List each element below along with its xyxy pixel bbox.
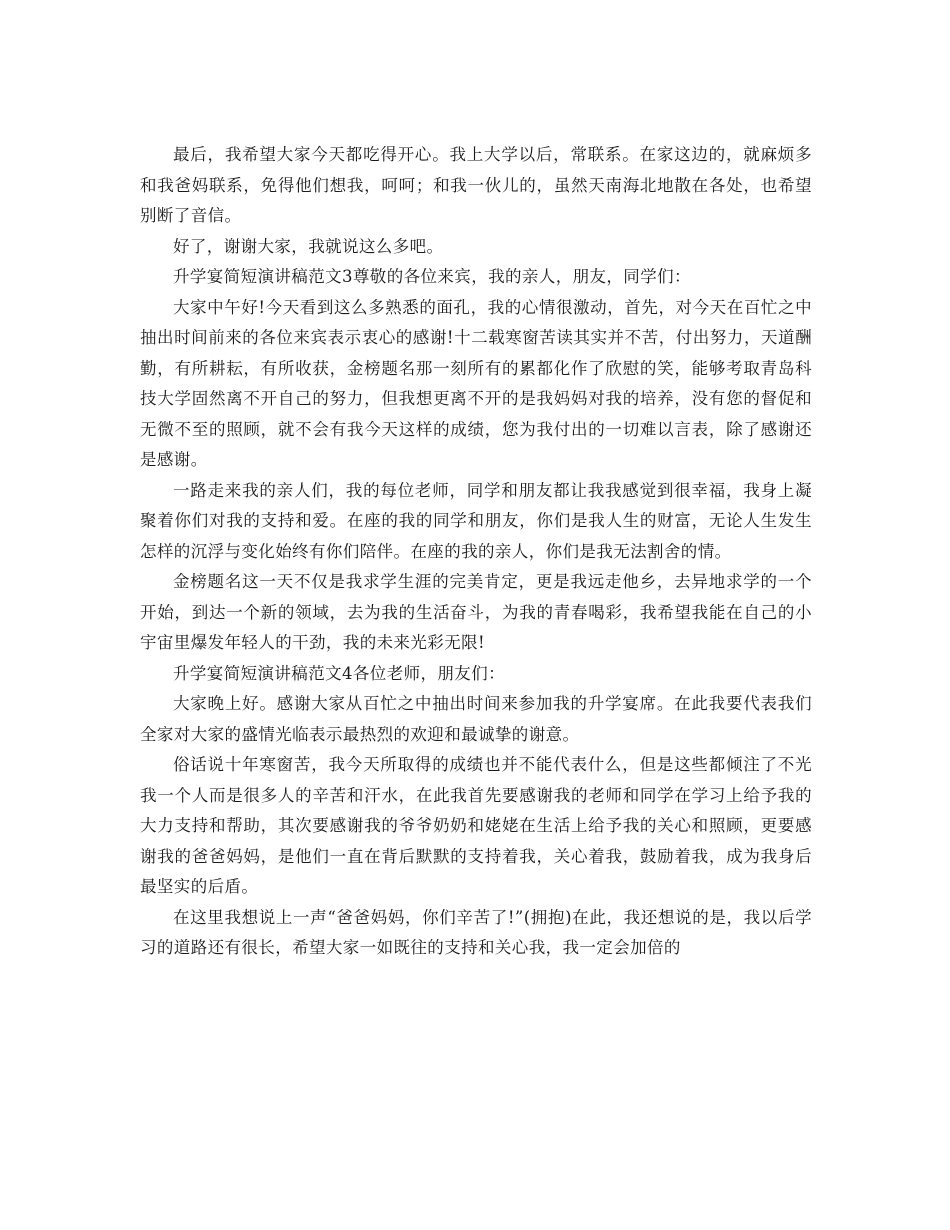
paragraph-noon-greeting: 大家中午好!今天看到这么多熟悉的面孔，我的心情很激动，首先，对今天在百忙之中抽出时间前来的各位来宾表示衷心的感谢!十二载寒窗苦读其实并不苦，付出努力，天道酬勤，有所耕耘，有所收获，金榜题名那一刻所有的累都化作了欣慰的笑，能够考取青岛科技大学固然离不开自己的努力，但我想更离不开的是我妈妈对我的培养，没有您的督促和无微不至的照顾，就不会有我今天这样的成绩，您为我付出的一切难以言表，除了感谢还是感谢。 <box>140 297 812 469</box>
paragraph-thanks: 好了，谢谢大家，我就说这么多吧。 <box>173 236 444 256</box>
paragraph-closing-wishes: 最后，我希望大家今天都吃得开心。我上大学以后，常联系。在家这边的，就麻烦多和我爸妈联系，免得他们想我，呵呵；和我一伙儿的，虽然天南海北地散在各处，也希望别断了音信。 <box>140 145 812 225</box>
paragraph-sample-3-heading: 升学宴简短演讲稿范文3尊敬的各位来宾，我的亲人，朋友，同学们： <box>173 267 691 286</box>
paragraph-sample-4-heading: 升学宴简短演讲稿范文4各位老师，朋友们： <box>173 663 505 683</box>
document-page <box>140 140 812 1080</box>
paragraph-new-beginning: 金榜题名这一天不仅是我求学生涯的完美肯定，更是我远走他乡，去异地求学的一个开始，到达一个新的领域，去为我的生活奋斗，为我的青春喝彩，我希望我能在自己的小宇宙里爆发年轻人的干劲，我的未来光彩无限! <box>140 572 812 652</box>
paragraph-parents-thanks: 在这里我想说上一声“爸爸妈妈，你们辛苦了!”(拥抱)在此，我还想说的是，我以后学习的道路还有很长，希望大家一如既往的支持和关心我，我一定会加倍的 <box>140 907 812 957</box>
paragraph-family-friends: 一路走来我的亲人们，我的每位老师，同学和朋友都让我我感觉到很幸福，我身上凝聚着你们对我的支持和爱。在座的我的同学和朋友，你们是我人生的财富，无论人生发生怎样的沉浮与变化始终有你们陪伴。在座的我的亲人，你们是我无法割舍的情。 <box>140 480 812 561</box>
paragraph-gratitude: 俗话说十年寒窗苦，我今天所取得的成绩也并不能代表什么，但是这些都倾注了不光我一个人而是很多人的辛苦和汗水，在此我首先要感谢我的老师和同学在学习上给予我的大力支持和帮助，其次要感谢我的爷爷奶奶和姥姥在生活上给予我的关心和照顾，更要感谢我的爸爸妈妈，是他们一直在背后默默的支持着我，关心着我，鼓励着我，成为我身后最坚实的后盾。 <box>140 755 812 896</box>
paragraph-evening-greeting: 大家晚上好。感谢大家从百忙之中抽出时间来参加我的升学宴席。在此我要代表我们全家对大家的盛情光临表示最热烈的欢迎和最诚挚的谢意。 <box>140 694 812 744</box>
